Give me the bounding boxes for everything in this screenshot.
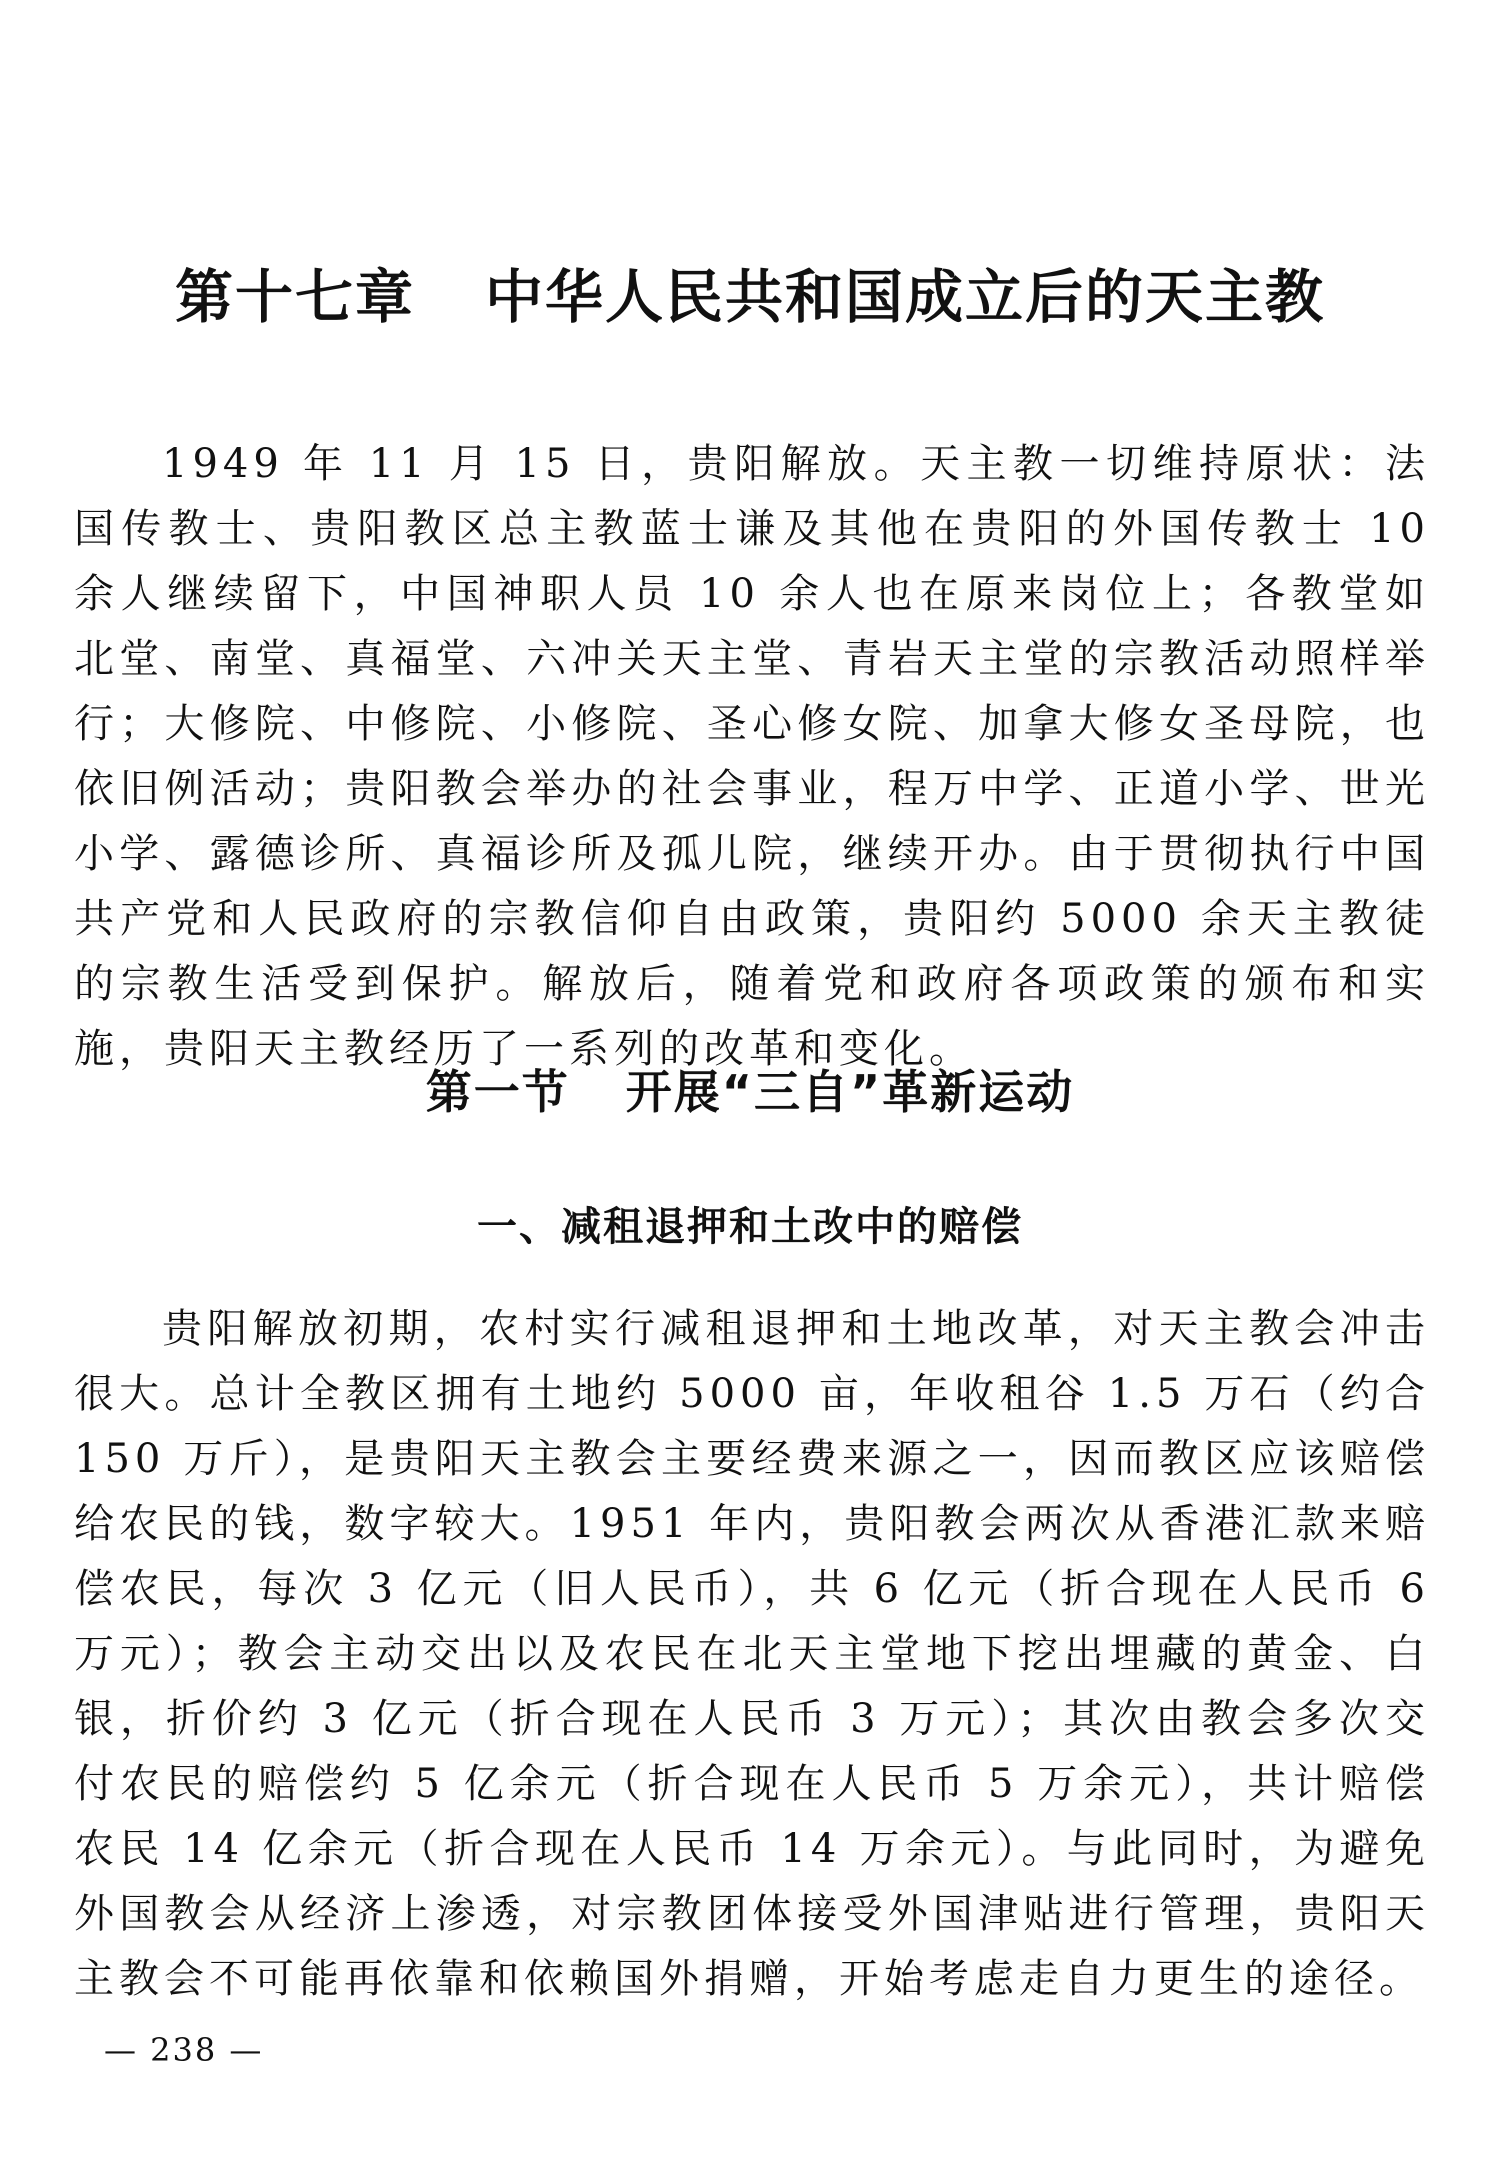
- page-number: — 238 —: [104, 2031, 264, 2069]
- paragraph-intro: 1949 年 11 月 15 日，贵阳解放。天主教一切维持原状：法国传教士、贵阳教区总主教蓝士谦及其他在贵阳的外国传教士 10 余人继续留下，中国神职人员 10 余人也在原来岗位上；各教堂如北堂、南堂、真福堂、六冲关天主堂、青岩天主堂的宗教活动照样举行；大修院、中修院、小修院、圣心修女院、加拿大修女圣母院，也依旧例活动；贵阳教会举办的社会事业，程万中学、正道小学、世光小学、露德诊所、真福诊所及孤儿院，继续开办。由于贯彻执行中国共产党和人民政府的宗教信仰自由政策，贵阳约 5000 余天主教徒的宗教生活受到保护。解放后，随着党和政府各项政策的颁布和实施，贵阳天主教经历了一系列的改革和变化。: [74, 441, 1430, 1072]
- chapter-title: [0, 262, 1500, 332]
- chapter-number: 第十七章: [174, 263, 415, 331]
- paragraph-compensation: 贵阳解放初期，农村实行减租退押和土地改革，对天主教会冲击很大。总计全教区拥有土地约 5000 亩，年收租谷 1.5 万石（约合 150 万斤），是贵阳天主教会主要经费来源之一，因而教区应该赔偿给农民的钱，数字较大。1951 年内，贵阳教会两次从香港汇款来赔偿农民，每次 3 亿元（旧人民币），共 6 亿元（折合现在人民币 6 万元）；教会主动交出以及农民在北天主堂地下挖出埋藏的黄金、白银，折价约 3 亿元（折合现在人民币 3 万元）；其次由教会多次交付农民的赔偿约 5 亿余元（折合现在人民币 5 万余元），共计赔偿农民 14 亿余元（折合现在人民币 14 万余元）。与此同时，为避免外国教会从经济上渗透，对宗教团体接受外国津贴进行管理，贵阳天主教会不可能再依靠和依赖国外捐赠，开始考虑走自力更生的途径。: [74, 1306, 1430, 2002]
- section-heading: 开展“三自”革新运动: [625, 1065, 1075, 1119]
- section-number: 第一节: [425, 1065, 570, 1119]
- subsection-title: 一、减租退押和土改中的赔偿: [477, 1204, 1023, 1250]
- chapter-heading: 中华人民共和国成立后的天主教: [485, 263, 1326, 331]
- section-title: [0, 1062, 1500, 1122]
